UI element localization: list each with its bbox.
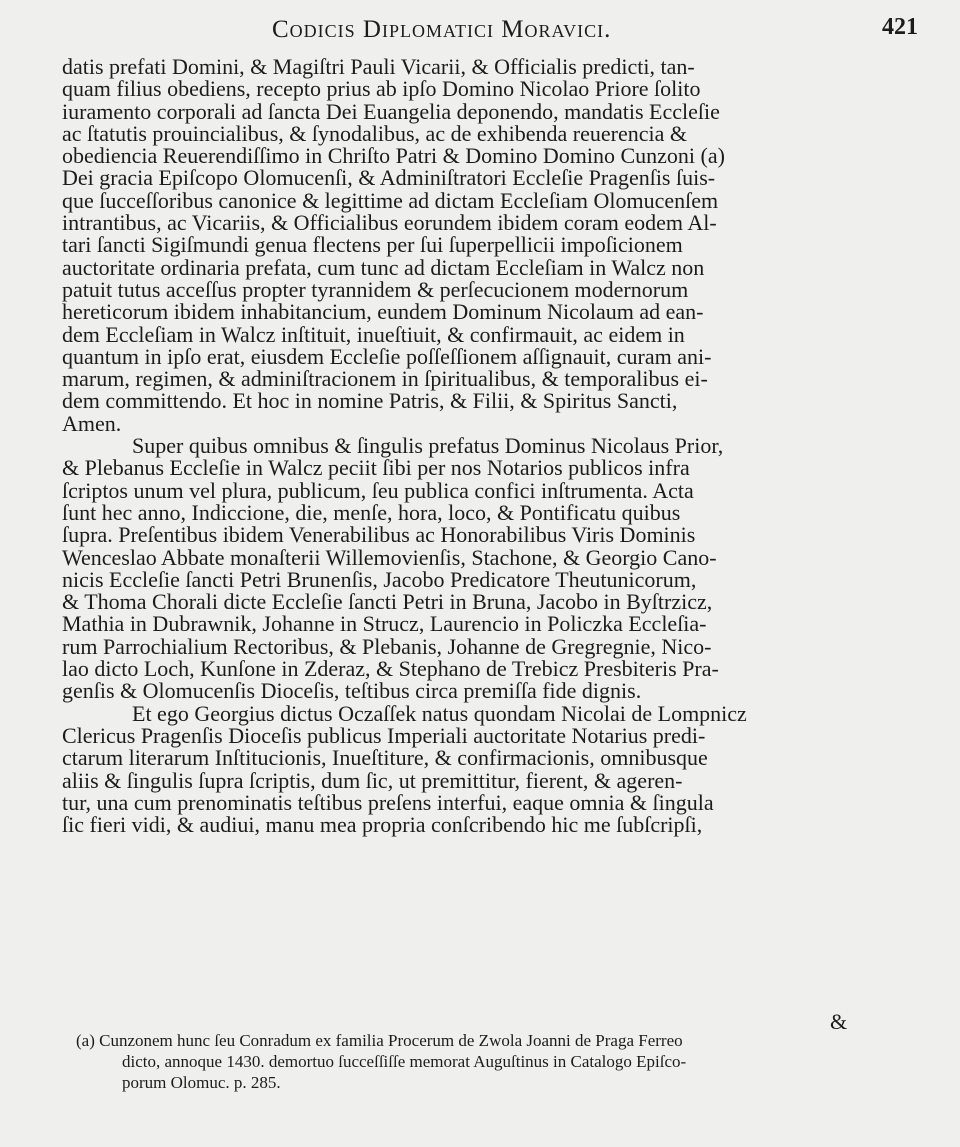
text-line: obediencia Reuerendiſſimo in Chriſto Patri & Domino Domino Cunzoni (a)	[62, 143, 725, 169]
text-line: Dei gracia Epiſcopo Olomucenſi, & Adminiſtratori Eccleſie Pragenſis ſuis-	[62, 165, 716, 191]
text-line: ſupra. Preſentibus ibidem Venerabilibus ac Honorabilibus Viris Dominis	[62, 522, 696, 548]
paragraph-1	[62, 56, 862, 435]
page-number: 421	[882, 14, 918, 40]
text-line: auctoritate ordinaria prefata, cum tunc ad dictam Eccleſiam in Walcz non	[62, 254, 705, 280]
paragraph-2	[62, 435, 862, 703]
footnote-line: (a) Cunzonem hunc ſeu Conradum ex familia Procerum de Zwola Joanni de Praga Ferreo	[76, 1031, 683, 1050]
main-text	[62, 56, 862, 836]
text-line: quam filius obediens, recepto prius ab ipſo Domino Nicolao Priore ſolito	[62, 76, 701, 102]
text-line: Wenceslao Abbate monaſterii Willemovienſis, Stachone, & Georgio Cano-	[62, 544, 717, 570]
text-line: marum, regimen, & adminiſtracionem in ſpiritualibus, & temporalibus ei-	[62, 366, 708, 392]
text-line: Et ego Georgius dictus Oczaſſek natus quondam Nicolai de Lompnicz	[132, 700, 747, 726]
text-line: aliis & ſingulis ſupra ſcriptis, dum ſic, ut premittitur, fierent, & ageren-	[62, 767, 683, 793]
text-line: lao dicto Loch, Kunſone in Zderaz, & Stephano de Trebicz Presbiteris Pra-	[62, 656, 719, 682]
text-line: ac ſtatutis prouincialibus, & ſynodalibus, ac de exhibenda reuerencia &	[62, 120, 687, 146]
text-line: patuit tutus acceſſus propter tyrannidem & perſecucionem modernorum	[62, 276, 689, 302]
text-line: ſcriptos unum vel plura, publicum, ſeu publica confici inſtrumenta. Acta	[62, 477, 694, 503]
text-line: intrantibus, ac Vicariis, & Officialibus eorundem ibidem coram eodem Al-	[62, 210, 717, 236]
footnote-line: dicto, annoque 1430. demortuo ſucceſſiſſe memorat Auguſtinus in Catalogo Epiſco-	[122, 1052, 687, 1071]
text-line: que ſucceſſoribus canonice & legittime ad dictam Eccleſiam Olomucenſem	[62, 187, 719, 213]
text-line: Clericus Pragenſis Dioceſis publicus Imperiali auctoritate Notarius predi-	[62, 722, 706, 748]
text-line: nicis Eccleſie ſancti Petri Brunenſis, Jacobo Predicatore Theutunicorum,	[62, 566, 697, 592]
text-line: dem Eccleſiam in Walcz inſtituit, inueſtiuit, & confirmauit, ac eidem in	[62, 321, 685, 347]
text-line: & Thoma Chorali dicte Eccleſie ſancti Petri in Bruna, Jacobo in Byſtrzicz,	[62, 589, 713, 615]
catchword: &	[830, 1009, 848, 1034]
text-line: Amen.	[62, 410, 122, 436]
text-line: & Plebanus Eccleſie in Walcz peciit ſibi per nos Notarios publicos infra	[62, 455, 690, 481]
paragraph-3	[62, 700, 862, 838]
text-line: hereticorum ibidem inhabitancium, eundem Dominum Nicolaum ad ean-	[62, 299, 704, 325]
footnote	[76, 1030, 896, 1093]
page-header	[0, 10, 960, 50]
text-line: iuramento corporali ad ſancta Dei Euangelia deponendo, mandatis Eccleſie	[62, 98, 720, 124]
text-line: datis prefati Domini, & Magiſtri Pauli Vicarii, & Officialis predicti, tan-	[62, 54, 695, 79]
text-line: ctarum literarum Inſtitucionis, Inueſtiture, & confirmacionis, omnibusque	[62, 745, 708, 771]
footnote-line: porum Olomuc. p. 285.	[122, 1073, 281, 1092]
text-line: Super quibus omnibus & ſingulis prefatus Dominus Nicolaus Prior,	[132, 433, 724, 459]
text-line: ſic fieri vidi, & audiui, manu mea propria conſcribendo hic me ſubſcripſi,	[62, 812, 703, 838]
text-line: dem committendo. Et hoc in nomine Patris, & Filii, & Spiritus Sancti,	[62, 388, 678, 414]
text-line: Mathia in Dubrawnik, Johanne in Strucz, Laurencio in Policzka Eccleſia-	[62, 611, 707, 637]
text-line: genſis & Olomucenſis Dioceſis, teſtibus circa premiſſa fide dignis.	[62, 678, 642, 704]
text-line: tari ſancti Sigiſmundi genua flectens per ſui ſuperpellicii impoſicionem	[62, 232, 683, 258]
text-line: rum Parrochialium Rectoribus, & Plebanis, Johanne de Gregregnie, Nico-	[62, 633, 712, 659]
text-line: ſunt hec anno, Indiccione, die, menſe, hora, loco, & Pontificatu quibus	[62, 499, 681, 525]
text-line: quantum in ipſo erat, eiusdem Eccleſie poſſeſſionem aſſignauit, curam ani-	[62, 343, 712, 369]
running-head: Codicis Diplomatici Moravici.	[272, 16, 612, 43]
text-line: tur, una cum prenominatis teſtibus preſens interfui, eaque omnia & ſingula	[62, 789, 714, 815]
